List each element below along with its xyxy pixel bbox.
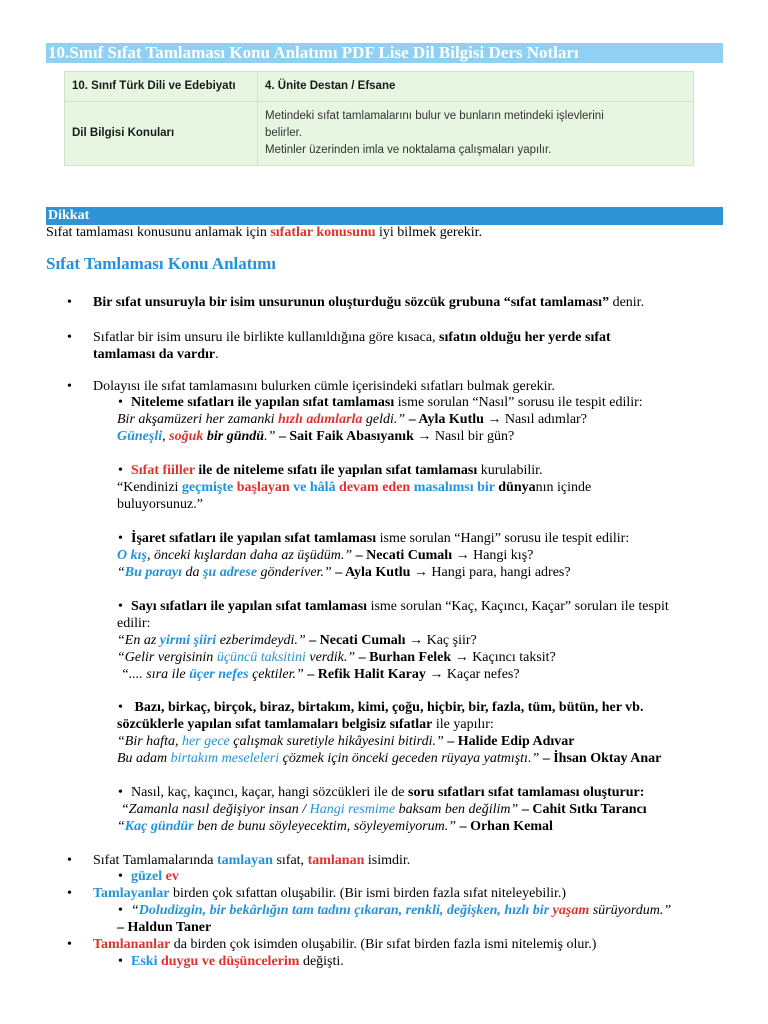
s3-l2-b: , önceki kışlardan daha az üşüdüm.” xyxy=(146,548,353,563)
b5-blue: Tamlayanlar xyxy=(93,886,170,901)
s5-bold2: sözcüklerle yapılan sıfat tamlamaları belgisiz sıfatlar xyxy=(117,717,433,732)
s3-l3-blue1: Bu parayı xyxy=(124,565,182,580)
s4-l5-a: “.... sıra ile xyxy=(121,667,190,682)
dikkat-highlight: sıfatlar konusunu xyxy=(270,225,376,240)
s4-l4-a: “Gelir vergisinin xyxy=(117,650,217,665)
topics-label: Dil Bilgisi Konuları xyxy=(65,102,258,166)
bullet-icon: • xyxy=(67,330,72,345)
s4-l5-blue: üçer nefes xyxy=(189,667,249,682)
bullet-icon: • xyxy=(67,853,72,868)
s5-l4-blue: birtakım meseleleri xyxy=(170,751,280,766)
s1-l2-d: → Nasıl adımlar? xyxy=(483,412,587,427)
sub-1-line-3 xyxy=(117,428,514,445)
s5-bold1: Bazı, birkaç, birçok, biraz, birtakım, kimi, çoğu, hiçbir, bir, fazla, tüm, bütün, her vb. xyxy=(134,700,644,715)
sub-6-line-3 xyxy=(117,818,553,835)
sub-bullet-icon: • xyxy=(118,700,123,715)
s4-rest: isme sorulan “Kaç, Kaçıncı, Kaçar” soruları ile tespit xyxy=(367,599,669,614)
document-title: 10.Sınıf Sıfat Tamlaması Konu Anlatımı PDF Lise Dil Bilgisi Ders Notları xyxy=(46,43,723,63)
sub-1-rest: isme sorulan “Nasıl” sorusu ile tespit edilir: xyxy=(394,395,643,410)
bullet-4-sub xyxy=(117,868,179,885)
s3-l3-blue2: şu adrese xyxy=(202,565,258,580)
s4-l5-b: çektiler.” xyxy=(248,667,304,682)
s4-l4-b: verdik.” xyxy=(305,650,356,665)
s6-a: Nasıl, kaç, kaçıncı, kaçar, hangi sözcükleri ile de xyxy=(131,785,408,800)
b6-sub-red: duygu ve düşüncelerim xyxy=(157,954,300,969)
s3-l3-b: da xyxy=(181,565,203,580)
s6-l2-b: baksam ben değilim” xyxy=(395,802,519,817)
topics-value xyxy=(258,102,694,166)
s4-l5-d: → Kaçar nefes? xyxy=(425,667,520,682)
s2-l2-a: “Kendinizi xyxy=(117,480,182,495)
s3-l2-d: → Hangi kış? xyxy=(452,548,534,563)
info-row-course xyxy=(65,72,694,102)
s1-l2-b: geldi.” xyxy=(362,412,406,427)
s2-l2-end: nın içinde xyxy=(535,480,592,495)
dikkat-text-b: iyi bilmek gerekir. xyxy=(375,225,483,240)
bullet-icon: • xyxy=(67,886,72,901)
info-row-topics xyxy=(65,102,694,166)
bullet-2-line-2 xyxy=(93,346,219,363)
s2-l2-blue3: masalımsı bir xyxy=(410,480,495,495)
sub-1-line-1 xyxy=(117,394,643,411)
sub-3-line-2 xyxy=(117,547,533,564)
bullet-icon: • xyxy=(67,379,72,394)
s1-l3-b: bir gündü xyxy=(203,429,265,444)
bullet-1-bold: Bir sıfat unsuruyla bir isim unsurunun oluşturduğu sözcük grubuna “sıfat tamlaması” xyxy=(93,295,610,310)
s1-l3-d: – Sait Faik Abasıyanık xyxy=(275,429,414,444)
sub-6-line-2 xyxy=(121,801,647,818)
b4-b: sıfat, xyxy=(272,853,308,868)
s1-l3-comma: , xyxy=(162,429,170,444)
sub-2-line-1 xyxy=(117,462,543,479)
s4-l3-b: ezberimdeydi.” xyxy=(216,633,306,648)
bullet-2-a: Sıfatlar bir isim unsuru ile birlikte kullanıldığına göre kısaca, xyxy=(93,330,440,345)
s4-l3-d: → Kaç şiir? xyxy=(405,633,477,648)
b5-sub-red: yaşam xyxy=(549,903,590,918)
s5-rest: ile yapılır: xyxy=(432,717,494,732)
s2-rest: kurulabilir. xyxy=(477,463,543,478)
sub-3-line-1 xyxy=(117,530,629,547)
s4-l3-c: – Necati Cumalı xyxy=(305,633,406,648)
b6-red: Tamlananlar xyxy=(93,937,171,952)
s1-l3-c: .” xyxy=(264,429,276,444)
s4-l5-c: – Refik Halit Karay xyxy=(303,667,426,682)
s2-l2-red1: başlayan xyxy=(233,480,290,495)
bullet-2-b: sıfatın olduğu her yerde sıfat xyxy=(439,330,611,345)
bullet-2-c: tamlaması da vardır xyxy=(93,347,216,362)
s3-l2-blue: O kış xyxy=(117,548,147,563)
sub-1-line-2 xyxy=(117,411,587,428)
b4-c: isimdir. xyxy=(364,853,411,868)
s6-l2-blue: Hangi resmime xyxy=(309,802,396,817)
s4-l4-d: → Kaçıncı taksit? xyxy=(451,650,556,665)
s1-l2-c: – Ayla Kutlu xyxy=(405,412,484,427)
bullet-icon: • xyxy=(67,937,72,952)
dikkat-heading: Dikkat xyxy=(46,207,723,225)
bullet-2-d: . xyxy=(215,347,219,362)
section-title: Sıfat Tamlaması Konu Anlatımı xyxy=(46,254,277,273)
topics-line-2: belirler. xyxy=(265,127,303,139)
s1-l2-red: hızlı adımlarla xyxy=(278,412,363,427)
s1-l2-a: Bir akşamüzeri her zamanki xyxy=(117,412,278,427)
bullet-2-line-1 xyxy=(93,329,611,346)
s2-l2-blue2: ve hâlâ xyxy=(289,480,336,495)
topics-line-1: Metindeki sıfat tamlamalarını bulur ve bunların metindeki işlevlerini xyxy=(265,110,604,122)
s5-l3-a: “Bir hafta, xyxy=(117,734,182,749)
s2-l2-bold: dünya xyxy=(494,480,536,495)
sub-3-line-3 xyxy=(117,564,571,581)
bullet-1 xyxy=(93,294,644,311)
s2-l2-red2: devam eden xyxy=(335,480,411,495)
s5-l4-a: Bu adam xyxy=(117,751,171,766)
sub-4-line-1 xyxy=(117,598,669,615)
bullet-5-sub-line-1 xyxy=(117,902,671,919)
s6-l2-c: – Cahit Sıtkı Tarancı xyxy=(518,802,647,817)
bullet-6 xyxy=(93,936,596,953)
sub-bullet-icon: • xyxy=(118,903,123,918)
sub-5-line-2 xyxy=(117,716,494,733)
sub-4-line-2: edilir: xyxy=(117,616,151,631)
sub-bullet-icon: • xyxy=(118,869,123,884)
b4-red: tamlanan xyxy=(307,853,365,868)
sub-bullet-icon: • xyxy=(118,395,123,410)
s6-bold: soru sıfatları sıfat tamlaması oluşturur: xyxy=(408,785,645,800)
b5-sub-a: “ xyxy=(131,903,139,918)
course-label: 10. Sınıf Türk Dili ve Edebiyatı xyxy=(65,72,258,102)
s5-l4-b: çözmek için önceki geceden rüyaya yatmıştı.” xyxy=(279,751,540,766)
sub-bullet-icon: • xyxy=(118,463,123,478)
s3-bold: İşaret sıfatları ile yapılan sıfat tamlaması xyxy=(131,531,377,546)
s6-l3-c: – Orhan Kemal xyxy=(456,819,553,834)
s2-l2-blue1: geçmişte xyxy=(181,480,234,495)
b4-sub-red: ev xyxy=(162,869,179,884)
s3-l3-c: gönderiver.” xyxy=(257,565,332,580)
b5-rest: birden çok sıfattan oluşabilir. (Bir ismi birden fazla sıfat niteleyebilir.) xyxy=(169,886,567,901)
info-table xyxy=(64,71,694,166)
b4-sub-blue: güzel xyxy=(131,869,163,884)
s1-l3-e: → Nasıl bir gün? xyxy=(413,429,515,444)
b5-sub-blue: Doludizgin, bir bekârlığın tam tadını çıkaran, renkli, değişken, hızlı bir xyxy=(138,903,550,918)
s2-bold: ile de niteleme sıfatı ile yapılan sıfat tamlaması xyxy=(194,463,478,478)
b6-rest: da birden çok isimden oluşabilir. (Bir sıfat birden fazla ismi nitelemiş olur.) xyxy=(170,937,597,952)
s5-l4-c: – İhsan Oktay Anar xyxy=(539,751,662,766)
s5-l3-blue: her gece xyxy=(181,734,230,749)
s5-l3-b: çalışmak suretiyle hikâyesini bitirdi.” xyxy=(229,734,444,749)
s4-l4-c: – Burhan Felek xyxy=(355,650,452,665)
sub-bullet-icon: • xyxy=(118,785,123,800)
s2-red: Sıfat fiiller xyxy=(131,463,195,478)
bullet-1-end: denir. xyxy=(609,295,645,310)
sub-1-bold: Niteleme sıfatları ile yapılan sıfat tamlaması xyxy=(131,395,395,410)
s4-l3-blue: yirmi şiiri xyxy=(159,633,217,648)
b6-sub-blue: Eski xyxy=(131,954,158,969)
sub-5-line-1 xyxy=(117,699,643,716)
s6-l3-a: “ xyxy=(117,819,125,834)
bullet-4 xyxy=(93,852,410,869)
bullet-icon: • xyxy=(67,295,72,310)
b5-sub-b: sürüyordum.” xyxy=(589,903,672,918)
s5-l3-c: – Halide Edip Adıvar xyxy=(443,734,575,749)
s4-l3-a: “En az xyxy=(117,633,160,648)
sub-bullet-icon: • xyxy=(118,954,123,969)
s6-l3-blue: Kaç gündür xyxy=(124,819,194,834)
sub-6-line-1 xyxy=(117,784,644,801)
sub-bullet-icon: • xyxy=(118,531,123,546)
s3-l3-d: – Ayla Kutlu xyxy=(331,565,411,580)
bullet-3: Dolayısı ile sıfat tamlamasını bulurken cümle içerisindeki sıfatları bulmak gerekir. xyxy=(93,379,555,394)
s4-bold: Sayı sıfatları ile yapılan sıfat tamlaması xyxy=(131,599,368,614)
s4-l4-blue: üçüncü taksitini xyxy=(216,650,306,665)
sub-4-line-3 xyxy=(117,632,477,649)
sub-bullet-icon: • xyxy=(118,599,123,614)
sub-4-line-4 xyxy=(117,649,556,666)
sub-4-line-5 xyxy=(121,666,520,683)
sub-5-line-3 xyxy=(117,733,574,750)
unit-value: 4. Ünite Destan / Efsane xyxy=(258,72,694,102)
topics-line-3: Metinler üzerinden imla ve noktalama çalışmaları yapılır. xyxy=(265,144,552,156)
s3-l3-e: → Hangi para, hangi adres? xyxy=(410,565,571,580)
s1-l3-blue2: soğuk xyxy=(169,429,204,444)
b4-a: Sıfat Tamlamalarında xyxy=(93,853,217,868)
s1-l3-blue1: Güneşli xyxy=(117,429,163,444)
sub-2-line-2 xyxy=(117,479,591,496)
s3-rest: isme sorulan “Hangi” sorusu ile tespit edilir: xyxy=(376,531,630,546)
dikkat-text-a: Sıfat tamlaması konusunu anlamak için xyxy=(46,225,271,240)
bullet-5 xyxy=(93,885,566,902)
b4-blue: tamlayan xyxy=(216,853,273,868)
s6-l2-a: “Zamanla nasıl değişiyor insan / xyxy=(121,802,310,817)
s3-l2-c: – Necati Cumalı xyxy=(352,548,453,563)
bullet-5-sub-line-2: – Haldun Taner xyxy=(117,920,212,935)
s6-l3-b: ben de bunu söyleyecektim, söyleyemiyorum.” xyxy=(193,819,457,834)
s3-l3-a: “ xyxy=(117,565,125,580)
dikkat-text xyxy=(46,224,482,241)
bullet-6-sub xyxy=(117,953,344,970)
sub-5-line-4 xyxy=(117,750,661,767)
sub-2-line-3: buluyorsunuz.” xyxy=(117,497,203,512)
b6-sub-end: değişti. xyxy=(299,954,344,969)
